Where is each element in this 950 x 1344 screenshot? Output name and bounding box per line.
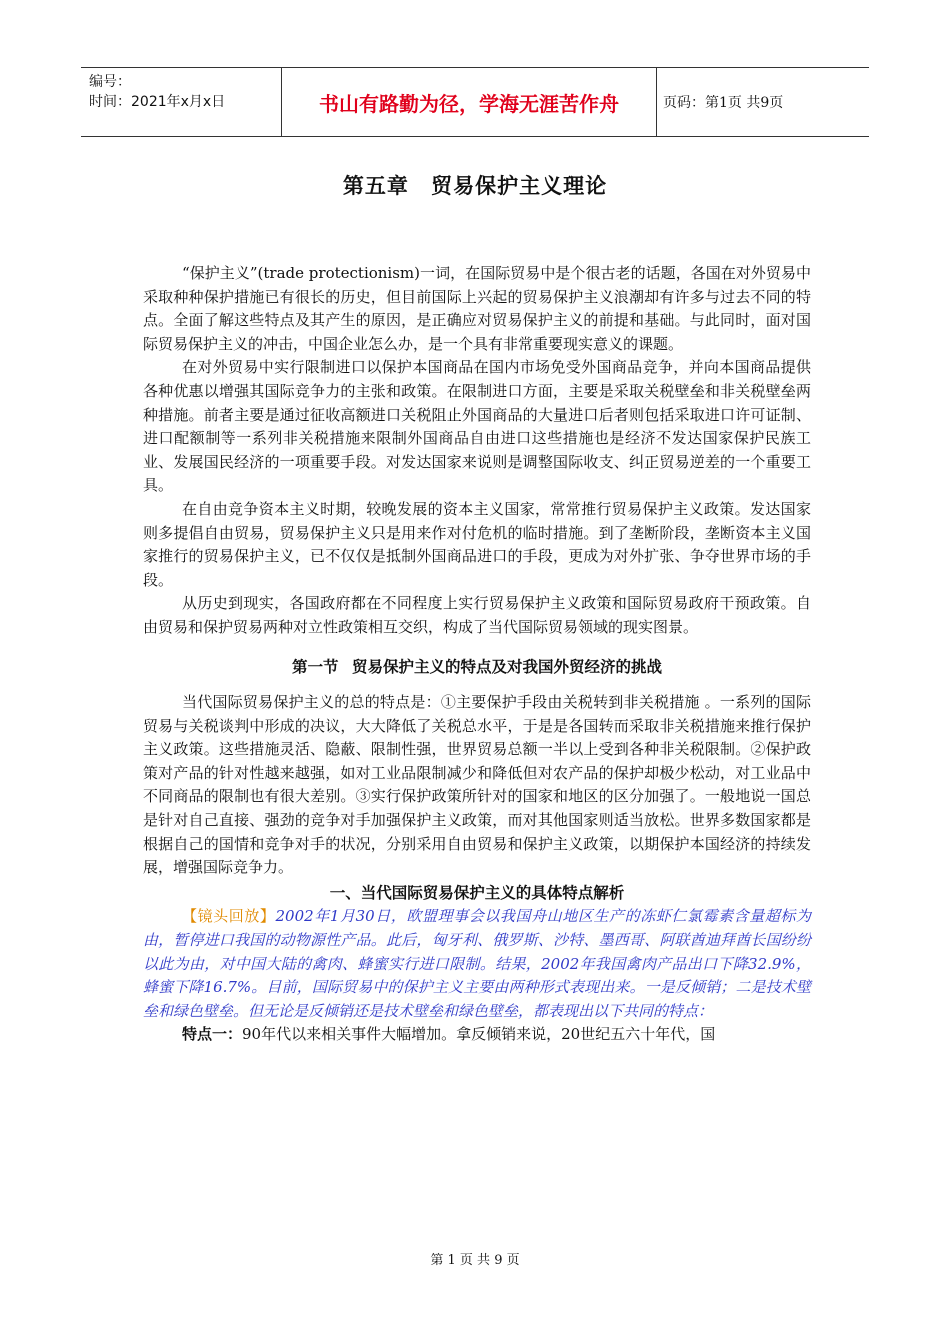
header-meta xyxy=(81,68,282,136)
header-motto: 书山有路勤为径，学海无涯苦作舟 xyxy=(282,68,657,136)
flashback-paragraph xyxy=(143,905,811,1023)
feature-text: 90年代以来相关事件大幅增加。拿反倾销来说，20世纪五六十年代，国 xyxy=(242,1025,716,1044)
flashback-text: 2002年1月30日，欧盟理事会以我国舟山地区生产的冻虾仁氯霉素含量超标为由，暂停进口我国的动物源性产品。此后，匈牙利、俄罗斯、沙特、墨西哥、阿联酋迪拜酋长国纷纷以此为由，对中国大陆的禽肉、蜂蜜实行进口限制。结果，2002年我国禽肉产品出口下降32.9%，蜂蜜下降16.7%。目前，国际贸易中的保护主义主要由两种形式表现出来。一是反倾销；二是技术壁垒和绿色壁垒。但无论是反倾销还是技术壁垒和绿色壁垒，都表现出以下共同的特点： xyxy=(143,907,811,1020)
feature-label: 特点一： xyxy=(182,1025,243,1044)
section-heading: 第一节 贸易保护主义的特点及对我国外贸经济的挑战 xyxy=(292,657,662,676)
header-page-number: 页码：第1页 共9页 xyxy=(663,95,784,111)
intro-paragraph-4: 从历史到现实，各国政府都在不同程度上实行贸易保护主义政策和国际贸易政府干预政策。自由贸易和保护贸易两种对立性政策相互交织，构成了当代国际贸易领域的现实图景。 xyxy=(143,594,811,636)
chapter-title: 第五章 贸易保护主义理论 xyxy=(342,174,608,198)
page-header xyxy=(81,67,869,137)
intro-paragraph-2: 在对外贸易中实行限制进口以保护本国商品在国内市场免受外国商品竞争，并向本国商品提供各种优惠以增强其国际竞争力的主张和政策。在限制进口方面，主要是采取关税壁垒和非关税壁垒两种措施。前者主要是通过征收高额进口关税阻止外国商品的大量进口后者则包括采取进口许可证制、进口配额制等一系列非关税措施来限制外国商品自由进口这些措施也是经济不发达国家保护民族工业、发展国民经济的一项重要手段。对发达国家来说则是调整国际收支、纠正贸易逆差的一个重要工具。 xyxy=(143,358,811,495)
page-footer: 第 1 页 共 9 页 xyxy=(430,1253,520,1268)
serial-number: 编号： xyxy=(89,74,131,90)
intro-paragraph-3: 在自由竞争资本主义时期，较晚发展的资本主义国家，常常推行贸易保护主义政策。发达国家则多提倡自由贸易，贸易保护主义只是用来作对付危机的临时措施。到了垄断阶段，垄断资本主义国家推行的贸易保护主义，已不仅仅是抵制外国商品进口的手段，更成为对外扩张、争夺世界市场的手段。 xyxy=(143,499,811,589)
section-paragraph: 当代国际贸易保护主义的总的特点是：①主要保护手段由关税转到非关税措施 。一系列的国际贸易与关税谈判中形成的决议，大大降低了关税总水平，于是是各国转而采取非关税措施来推行保护主义政策。这些措施灵活、隐蔽、限制性强，世界贸易总额一半以上受到各种非关税限制。②保护政策对产品的针对性越来越强，如对工业品限制减少和降低但对农产品的保护却极少松动，对工业品中不同商品的限制也有很大差别。③实行保护政策所针对的国家和地区的区分加强了。一般地说一国总是针对自己直接、强劲的竞争对手加强保护主义政策，而对其他国家则适当放松。世界多数国家都是根据自己的国情和竞争对手的状况，分别采用自由贸易和保护主义政策，以期保护本国经济的持续发展，增强国际竞争力。 xyxy=(143,693,811,877)
document-body xyxy=(143,262,811,1047)
subsection-heading: 一、当代国际贸易保护主义的具体特点解析 xyxy=(329,883,625,902)
intro-paragraph-1: “保护主义”(trade protectionism)一词，在国际贸易中是个很古老的话题，各国在对外贸易中采取种种保护措施已有很长的历史，但目前国际上兴起的贸易保护主义浪潮却有许多与过去不同的特点。全面了解这些特点及其产生的原因，是正确应对贸易保护主义的前提和基础。与此同时，面对国际贸易保护主义的冲击，中国企业怎么办，是一个具有非常重要现实意义的课题。 xyxy=(143,264,811,353)
feature-paragraph xyxy=(143,1023,811,1047)
date-line: 时间：2021年x月x日 xyxy=(89,94,226,110)
flashback-tag: 【镜头回放】 xyxy=(182,907,276,926)
